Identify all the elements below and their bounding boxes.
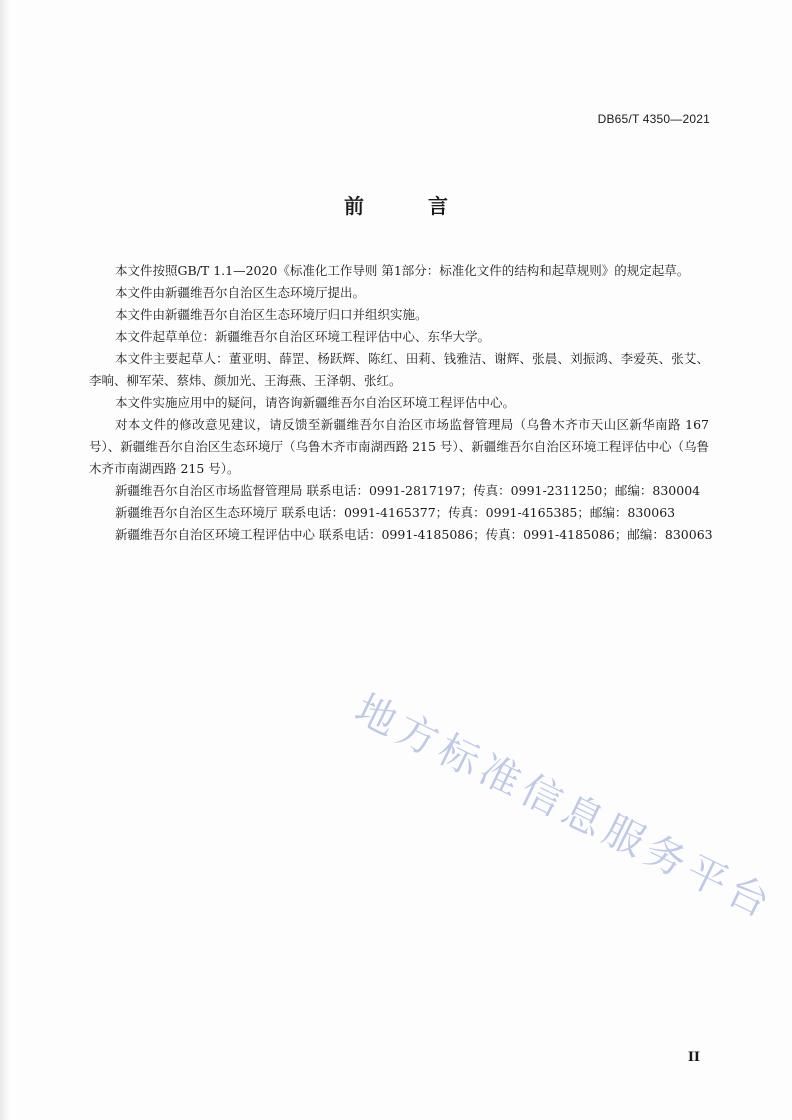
contact-line-market-regulation: 新疆维吾尔自治区市场监督管理局 联系电话：0991-2817197；传真：0991-2311250；邮编：830004 bbox=[115, 483, 701, 498]
paragraph-inquiries: 本文件实施应用中的疑问，请咨询新疆维吾尔自治区环境工程评估中心。 bbox=[115, 395, 516, 410]
contact-list bbox=[89, 480, 713, 546]
watermark-text: 地方标准信息服务平台 bbox=[347, 686, 782, 930]
scan-edge-shadow bbox=[0, 0, 10, 1120]
document-code: DB65/T 4350—2021 bbox=[597, 112, 710, 126]
paragraph-feedback: 对本文件的修改意见建议，请反馈至新疆维吾尔自治区市场监督管理局（乌鲁木齐市天山区新华南路 167 号）、新疆维吾尔自治区生态环境厅（乌鲁木齐市南湖西路 215 号）、新疆维吾尔自治区环境工程评估中心（乌鲁木齐市南湖西路 215 号）。 bbox=[89, 417, 709, 476]
paragraph-administered-by: 本文件由新疆维吾尔自治区生态环境厅归口并组织实施。 bbox=[115, 307, 428, 322]
paragraph-drafting-rules: 本文件按照GB/T 1.1—2020《标准化工作导则 第1部分：标准化文件的结构和起草规则》的规定起草。 bbox=[115, 263, 690, 278]
paragraph-proposed-by: 本文件由新疆维吾尔自治区生态环境厅提出。 bbox=[115, 285, 366, 300]
page-number: II bbox=[687, 1050, 700, 1065]
contact-line-assessment-center: 新疆维吾尔自治区环境工程评估中心 联系电话：0991-4185086；传真：0991-4185086；邮编：830063 bbox=[115, 527, 713, 542]
page-title: 前 言 bbox=[344, 194, 470, 218]
paragraph-drafters: 本文件主要起草人：董亚明、薛罡、杨跃辉、陈红、田莉、钱雅洁、谢辉、张晨、刘振鸿、李爱英、张艾、李响、柳军荣、蔡炜、颜加光、王海燕、王泽朝、张红。 bbox=[89, 351, 709, 388]
paragraph-drafting-units: 本文件起草单位：新疆维吾尔自治区环境工程评估中心、东华大学。 bbox=[115, 329, 491, 344]
contact-line-ecology-environment: 新疆维吾尔自治区生态环境厅 联系电话：0991-4165377；传真：0991-4165385；邮编：830063 bbox=[115, 505, 676, 520]
foreword-body bbox=[89, 260, 713, 546]
